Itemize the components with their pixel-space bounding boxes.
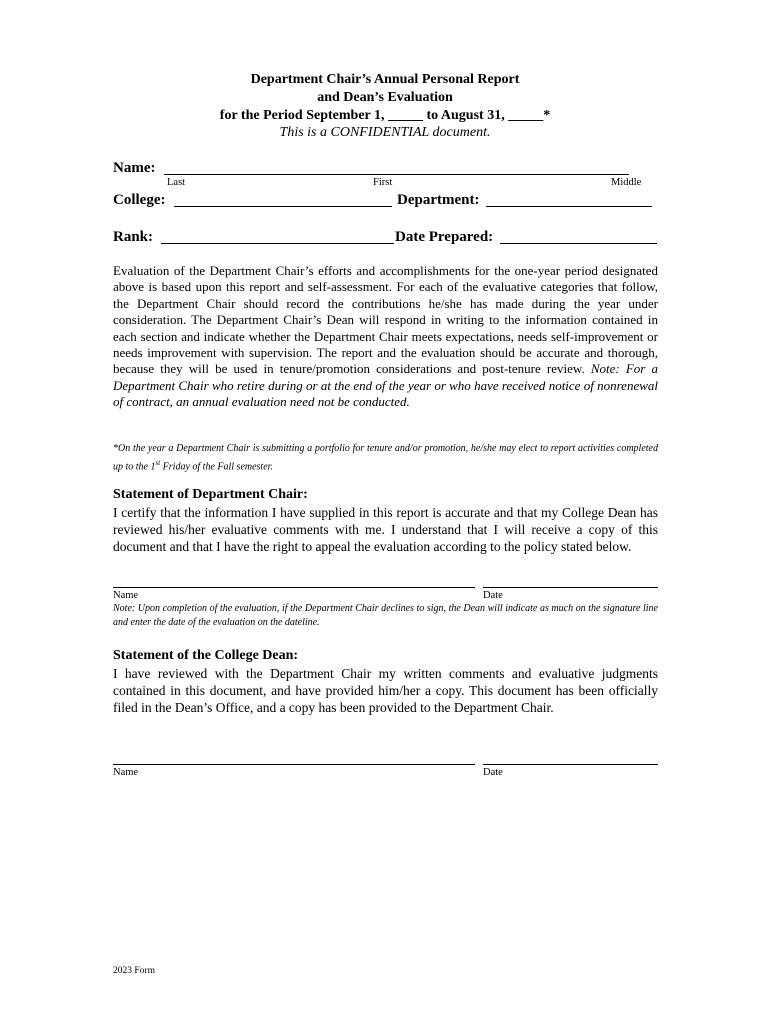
dean-date-line[interactable] [483, 764, 658, 765]
rank-label: Rank: [113, 229, 154, 245]
dean-name-label: Name [113, 767, 139, 778]
footnote-sup: st [155, 459, 161, 467]
name-sub-middle: Middle [611, 177, 642, 188]
college-label: College: [113, 192, 166, 208]
chair-statement-heading: Statement of Department Chair: [113, 487, 308, 502]
title-line-2: and Dean’s Evaluation [317, 90, 453, 105]
dean-signature-line[interactable] [113, 764, 475, 765]
chair-signature-note: Note: Upon completion of the evaluation, if the Department Chair declines to sign, the Dean will indicate as much on the signature line and enter the date of the evaluation on the dateline. [113, 603, 658, 628]
date-prepared-line[interactable] [500, 243, 657, 244]
form-year-footer: 2023 Form [113, 966, 155, 976]
chair-date-line[interactable] [483, 587, 658, 588]
chair-signature-line[interactable] [113, 587, 475, 588]
department-line[interactable] [486, 206, 652, 207]
intro-note: Note: For a Department Chair who retire during or at the end of the year or who have received notice of nonrenewal of contract, an annual evaluation need not be conducted. [113, 361, 658, 410]
dean-date-label: Date [483, 767, 503, 778]
title-line-3: for the Period September 1, _____ to August 31, _____* [219, 108, 551, 123]
college-line[interactable] [174, 206, 392, 207]
rank-line[interactable] [161, 243, 394, 244]
footnote-text-end: Friday of the Fall semester. [160, 461, 273, 473]
chair-name-label: Name [113, 590, 139, 601]
department-label: Department: [397, 192, 480, 208]
intro-paragraph [113, 263, 658, 411]
confidential-notice: This is a CONFIDENTIAL document. [279, 125, 491, 140]
chair-date-label: Date [483, 590, 503, 601]
footnote [113, 441, 658, 474]
intro-body: Evaluation of the Department Chair’s efforts and accomplishments for the one-year period designated above is based upon this report and self-assessment. For each of the evaluative categories that follow, the Department Chair should record the contributions he/she has made during the year under consideration. The Department Chair’s Dean will respond in writing to the information contained in each section and indicate whether the Department Chair meets expectations, needs self-improvement or needs improvement with supervision. The report and the evaluation should be accurate and thorough, because they will be used in tenure/promotion considerations and post-tenure review. [113, 263, 658, 377]
name-line[interactable] [164, 174, 629, 175]
title-line-1: Department Chair’s Annual Personal Report [250, 72, 520, 87]
dean-statement-heading: Statement of the College Dean: [113, 648, 299, 663]
footnote-text: *On the year a Department Chair is submitting a portfolio for tenure and/or promotion, he/she may elect to report activities completed up to the 1 [113, 443, 658, 473]
date-prepared-label: Date Prepared: [395, 229, 494, 245]
name-sub-last: Last [167, 177, 186, 188]
name-sub-first: First [373, 177, 393, 188]
dean-statement-body: I have reviewed with the Department Chair my written comments and evaluative judgments contained in this document, and have provided him/her a copy. This document has been officially filed in the Dean’s Office, and a copy has been provided to the Department Chair. [113, 666, 658, 715]
chair-statement-body: I certify that the information I have supplied in this report is accurate and that my College Dean has reviewed his/her evaluative comments with me. I understand that I will receive a copy of this document and that I have the right to appeal the evaluation according to the policy stated below. [113, 505, 658, 554]
name-label: Name: [113, 160, 156, 176]
